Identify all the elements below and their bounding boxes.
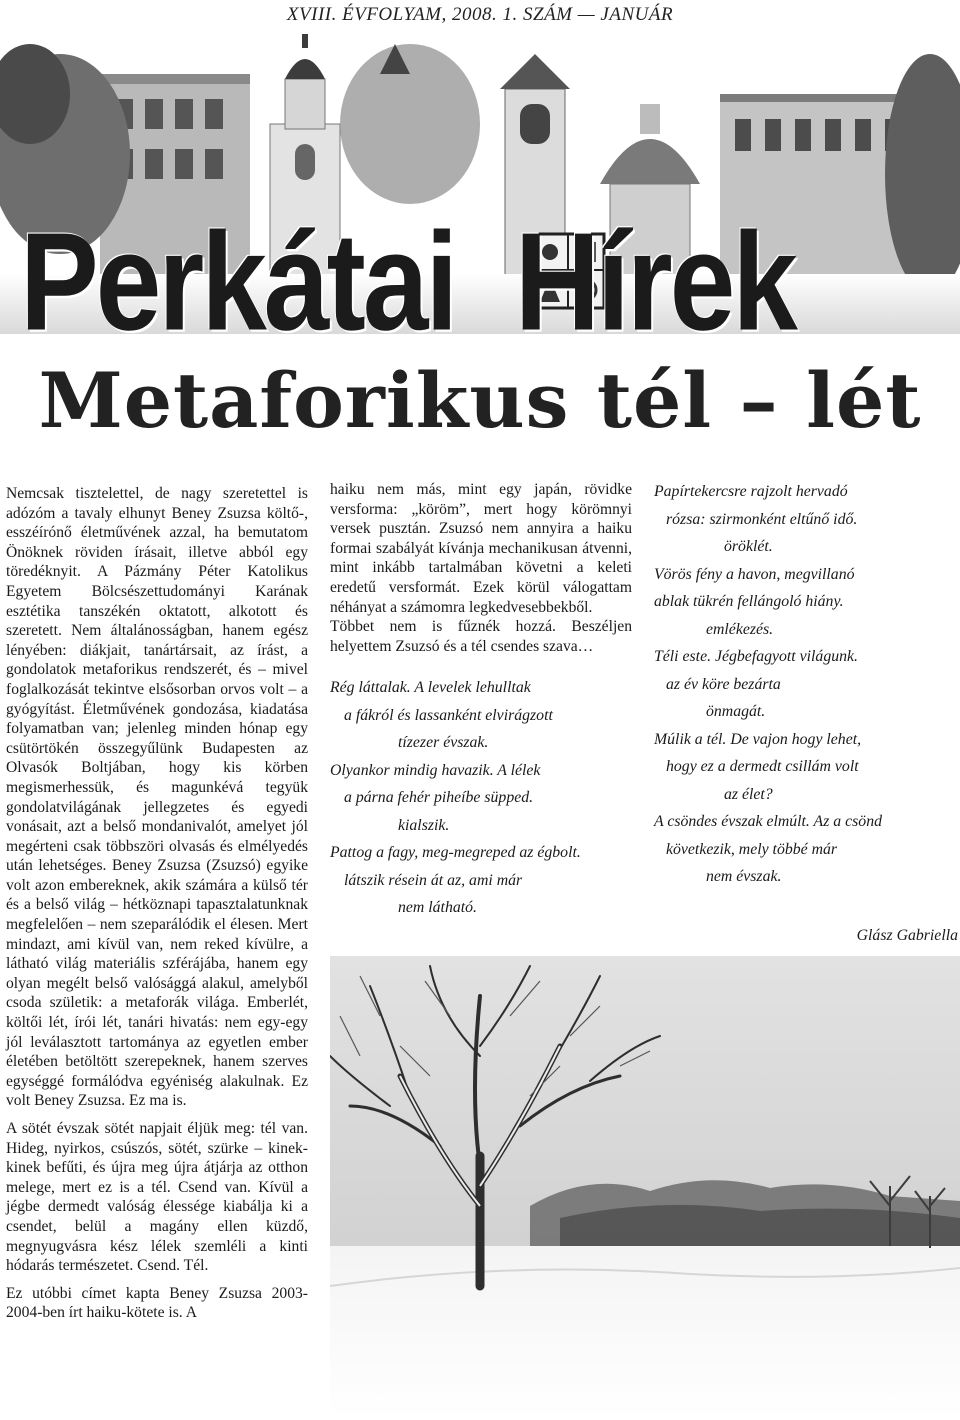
poem-line: a fákról és lassanként elvirágzott (344, 706, 553, 724)
poem-line: Olyankor mindig havazik. A lélek (330, 761, 541, 779)
poem-line: tízezer évszak. (398, 734, 489, 752)
article-paragraph: haiku nem más, mint egy japán, rövidke versforma: „köröm”, mert hogy körömnyi versek pusztán. Zsuzsó nem annyira a haiku formai szabályát kívánja mechanikusan átvenni, mint inkább tartalmában követni a keleti eredetű versformát. Ezek körül válogattam néhányat a számomra legkedvesebbekből. (330, 481, 632, 616)
article-paragraph: Többet nem is fűznék hozzá. Beszéljen helyettem Zsuzsó és a tél csendes szava… (330, 618, 632, 655)
article-column-1 (6, 484, 308, 1331)
poem-line: Pattog a fagy, meg-megreped az égbolt. (330, 844, 581, 862)
poem-line: öröklét. (724, 538, 773, 555)
poem-line: A csöndes évszak elmúlt. Az a csönd (654, 813, 882, 830)
article-column-2 (330, 480, 632, 922)
haiku-group (330, 674, 632, 922)
poem-line: nem évszak. (706, 868, 782, 885)
masthead (0, 34, 960, 334)
page-headline: Metaforikus tél – lét (38, 356, 922, 445)
poem-line: Vörös fény a havon, megvillanó (654, 565, 855, 583)
poem-line: Múlik a tél. De vajon hogy lehet, (654, 730, 862, 748)
poem-line: látszik résein át az, ami már (344, 871, 523, 889)
article-paragraph: Ez utóbbi címet kapta Beney Zsuzsa 2003-2004-ben írt haiku-kötete is. A (6, 1284, 308, 1322)
snowy-tree-landscape-image (330, 956, 960, 1420)
poem-line: a párna fehér piheíbe süpped. (344, 789, 534, 807)
masthead-title: Perkátai Hírek (20, 204, 795, 334)
poem-line: ablak tükrén fellángoló hiány. (654, 593, 844, 610)
poem-line: rózsa: szirmonként eltűnő idő. (666, 510, 858, 528)
poem-line: az év köre bezárta (666, 675, 781, 693)
poem-line: Téli este. Jégbefagyott világunk. (654, 648, 858, 665)
author-signature: Glász Gabriella (856, 927, 958, 944)
poem-line: következik, mely többé már (666, 840, 838, 858)
poem-line: önmagát. (706, 703, 766, 720)
poem-column-3 (654, 478, 958, 891)
poem-line: emlékezés. (706, 620, 774, 638)
snowy-landscape-photo (330, 956, 960, 1420)
poem-line: kialszik. (398, 816, 450, 834)
issue-line: XVIII. ÉVFOLYAM, 2008. 1. SZÁM — JANUÁR (286, 4, 674, 25)
poem-line: nem látható. (398, 899, 477, 917)
poem-line: Rég láttalak. A levelek lehulltak (330, 679, 531, 697)
poem-line: hogy ez a dermedt csillám volt (666, 758, 859, 775)
poem-line: Papírtekercsre rajzolt hervadó (654, 483, 848, 500)
article-paragraph: Nemcsak tisztelettel, de nagy szeretettel is adózóm a tavaly elhunyt Beney Zsuzsa költő-, esszéírónő életművének azzal, ha bemutatom Önöknek röviden írásait, illetve abból egy töredéknyit. A Pázmány Péter Katolikus Egyetem Bölcsészettudományi Karának esztétika tanszékén oktatott, alkotott és szeretett. Nem általánosságban, hanem egész lényében: diákjait, tanártársait, az írást, a gondolatok metaforikus rendszerét, és – mivel foglalkozását tekintve elsősorban orvos volt – a gyógyítást. Életművének gondozása, kiadatása folyamatban van; jelenleg minden hónap egy csütörtökén összegyűlünk Budapesten az Olvasók Boltjában, hogy kis körben megismerhessük, és magunkévá tegyük gondolatvilágának jellegzetes és egyedi vonásait, azt a belső mondanivalót, amelyet jól megérteni csak többszöri olvasás és elmélyedés után lehetséges. Beney Zsuzsa (Zsuzsó) egyike volt azon embereknek, akik számára a külső tér és a belső világ – hétköznapi tapasztalatunknak megfelelően – nem szeparálódik el élesen. Mert mindazt, ami kívül van, nem reked kívülre, a látható világ materiális szférájába, hanem egy olyan megélt belső valósággá alakul, amelyből csoda születik: a metaforák világa. Emberlét, költői lét, írói lét, tanári hivatás: nem egy-egy jól leválasztott tartományа az egyetlen ember életében betöltött szerepeknek, hanem szerves egységgé formálódva egyéniség alakulnak. Ez volt Beney Zsuzsa. Ez ma is. (6, 485, 308, 1110)
article-paragraph: A sötét évszak sötét napjait éljük meg: tél van. Hideg, nyirkos, csúszós, sötét, szürke – kinek-kinek befűti, és újra meg újra átjárja az otthon melege, mert ez is a tél. Csend van. Kívül a jégbe dermedt valóság élessége kiabálja ki a csendet, belül a magány ellen küzdő, megnyugvásra kész lélek szemléli a kinti hódarás természetet. Csend. Tél. (6, 1120, 308, 1275)
poem-line: az élet? (724, 785, 773, 803)
